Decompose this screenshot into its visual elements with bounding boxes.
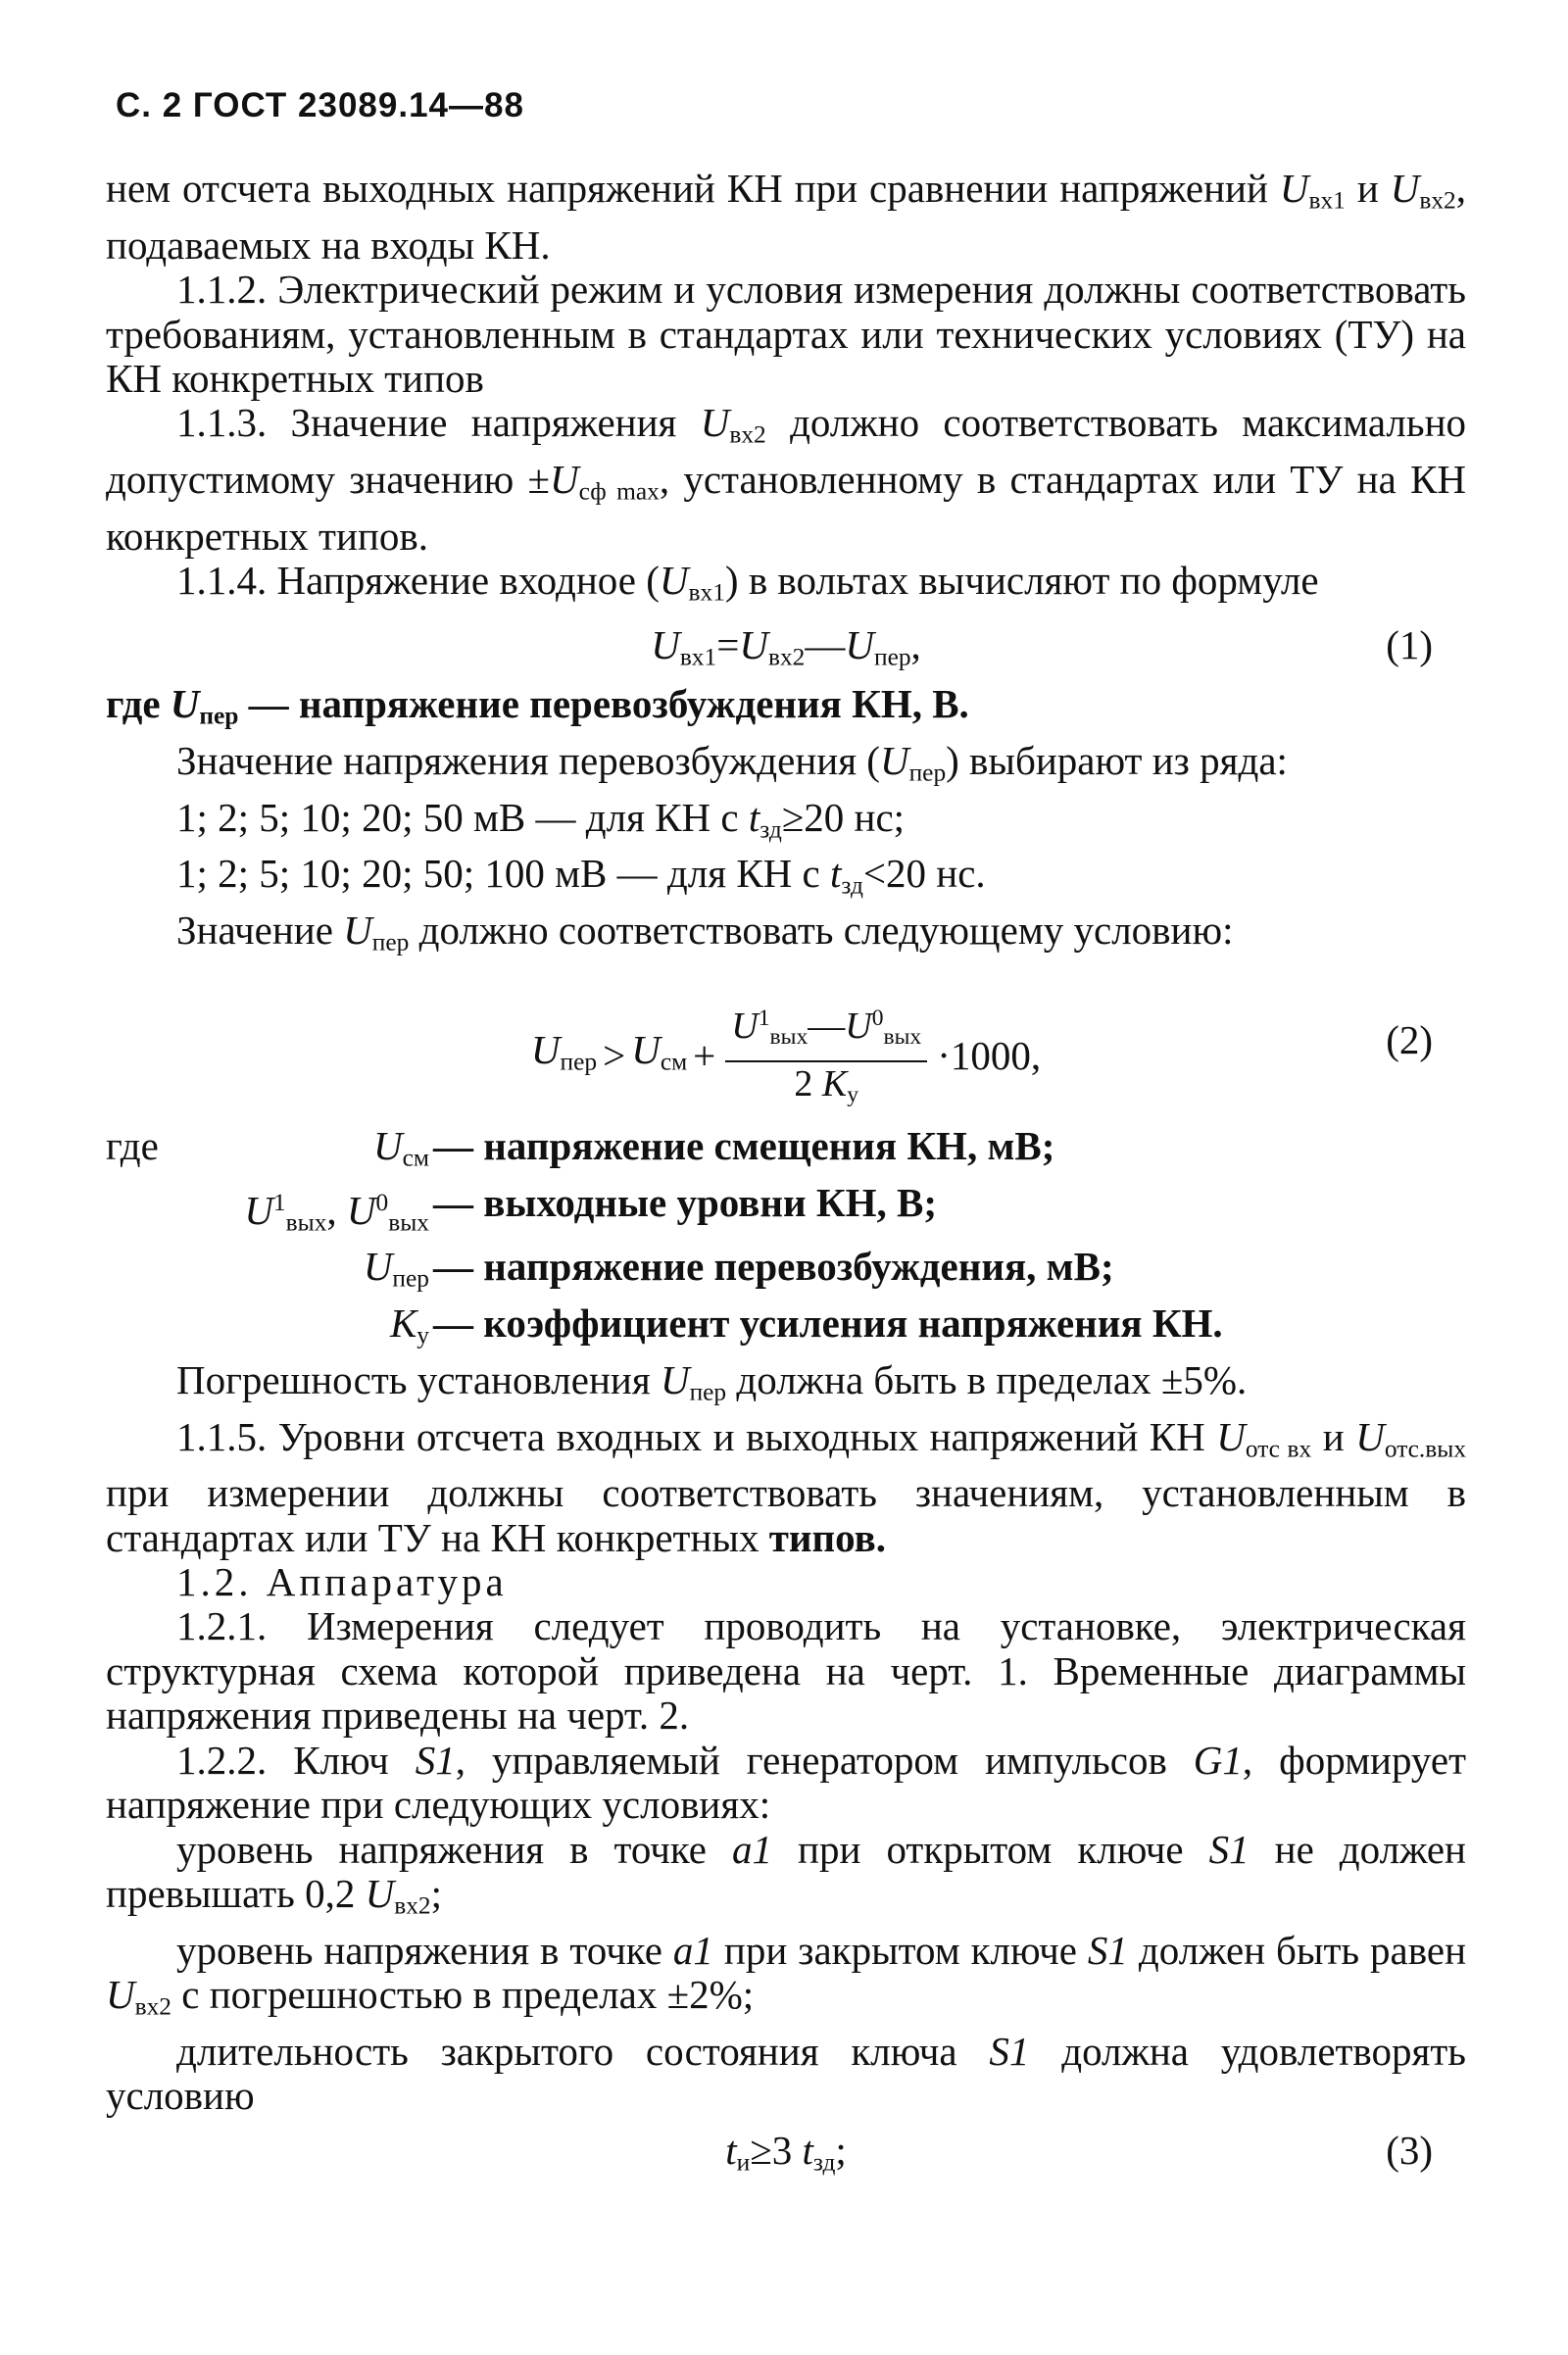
page-header: С. 2 ГОСТ 23089.14—88: [116, 86, 524, 124]
equation-1: $U_{вх1}=U_{вх2}—U_{пер}$, (1): [651, 622, 1433, 671]
equation-number: (1): [1386, 622, 1433, 668]
paragraph-1-1-3: 1.1.3. Значение напряжения $U_{вх2}$ должно соответствовать максимально допустимому значению $\pm U_{сф max}$, установленному в стандартах или ТУ на КН конкретных типов.: [106, 400, 1467, 559]
equation-number: (2): [1386, 1016, 1433, 1062]
paragraph-error: Погрешность установления $U_{пер}$ должна быть в пределах ±5%.: [176, 1356, 1248, 1406]
where-1: где $U_{пер}$ — напряжение перевозбуждения КН, В.: [106, 681, 969, 730]
series-line-1: 1; 2; 5; 10; 20; 50 мВ — для КН с $t_{зд}\ge 20$ нс;: [176, 794, 906, 843]
paragraph-1-2-2: 1.2.2. Ключ S1, управляемый генератором импульсов G1, формирует напряжение при следующих условиях:: [106, 1737, 1466, 1828]
paragraph-1-2-1: 1.2.1. Измерения следует проводить на установке, электрическая структурная схема которой приведена на черт. 1. Временные диаграммы напряжения приведены на черт. 2.: [106, 1603, 1466, 1739]
equation-3: $t_и\ge 3$ $t_{зд}$; (3): [725, 2127, 1433, 2176]
variable-legend: [106, 1124, 1466, 1358]
section-1-2-title: 1.2. Аппаратура: [176, 1559, 508, 1605]
legend-row: где $U_{см}$ — напряжение смещения КН, мВ;: [106, 1122, 1055, 1172]
document-body: [106, 167, 1466, 2187]
paragraph-condition: Значение $U_{пер}$ должно соответствовать следующему условию:: [176, 908, 1234, 957]
paragraph-continuation: нем отсчета выходных напряжений КН при сравнении напряжений $U_{вх1}$ и $U_{вх2}$, подаваемых на входы КН.: [106, 166, 1466, 268]
condition-2: уровень напряжения в точке a1 при закрытом ключе S1 должен быть равен $U_{вх2}$ с погрешностью в пределах ±2%;: [106, 1927, 1467, 2021]
legend-row: $U^1_{вых}$, $U^0_{вых}$ — выходные уровни КН, В;: [244, 1179, 938, 1236]
equation-number: (3): [1386, 2127, 1433, 2173]
legend-row: $U_{пер}$ — напряжение перевозбуждения, мВ;: [363, 1244, 1114, 1293]
legend-row: $K_у$ — коэффициент усиления напряжения КН.: [389, 1300, 1223, 1349]
paragraph-1-1-4: 1.1.4. Напряжение входное $(U_{вх1})$ в вольтах вычисляют по формуле: [176, 558, 1319, 607]
paragraph-1-1-5: 1.1.5. Уровни отсчета входных и выходных напряжений КН $U_{отс вх}$ и $U_{отс.вых}$ при измерении должны соответствовать значениям, установленным в стандартах или ТУ на КН конкретных типов.: [106, 1413, 1467, 1560]
equation-2: $U_{пер}$ > $U_{см}$ + $\frac{U^1_{вых}—U^0_{вых}}{2 K_у}$ ·1000, (2): [106, 977, 1466, 1095]
paragraph-1-1-2: 1.1.2. Электрический режим и условия измерения должны соответствовать требованиям, установленным в стандартах или технических условиях (ТУ) на КН конкретных типов: [106, 267, 1466, 401]
condition-1: уровень напряжения в точке a1 при открытом ключе S1 не должен превышать 0,2 $U_{вх2}$;: [106, 1826, 1466, 1920]
fraction: $\frac{U^1_{вых}—U^0_{вых}}{2 K_у}$: [725, 997, 927, 1116]
condition-3: длительность закрытого состояния ключа S1 должна удовлетворять условию: [106, 2028, 1466, 2119]
paragraph-series: Значение напряжения перевозбуждения $(U_{пер})$ выбирают из ряда:: [176, 737, 1288, 787]
series-line-2: 1; 2; 5; 10; 20; 50; 100 мВ — для КН с $t_{зд}<20$ нс.: [176, 851, 986, 900]
